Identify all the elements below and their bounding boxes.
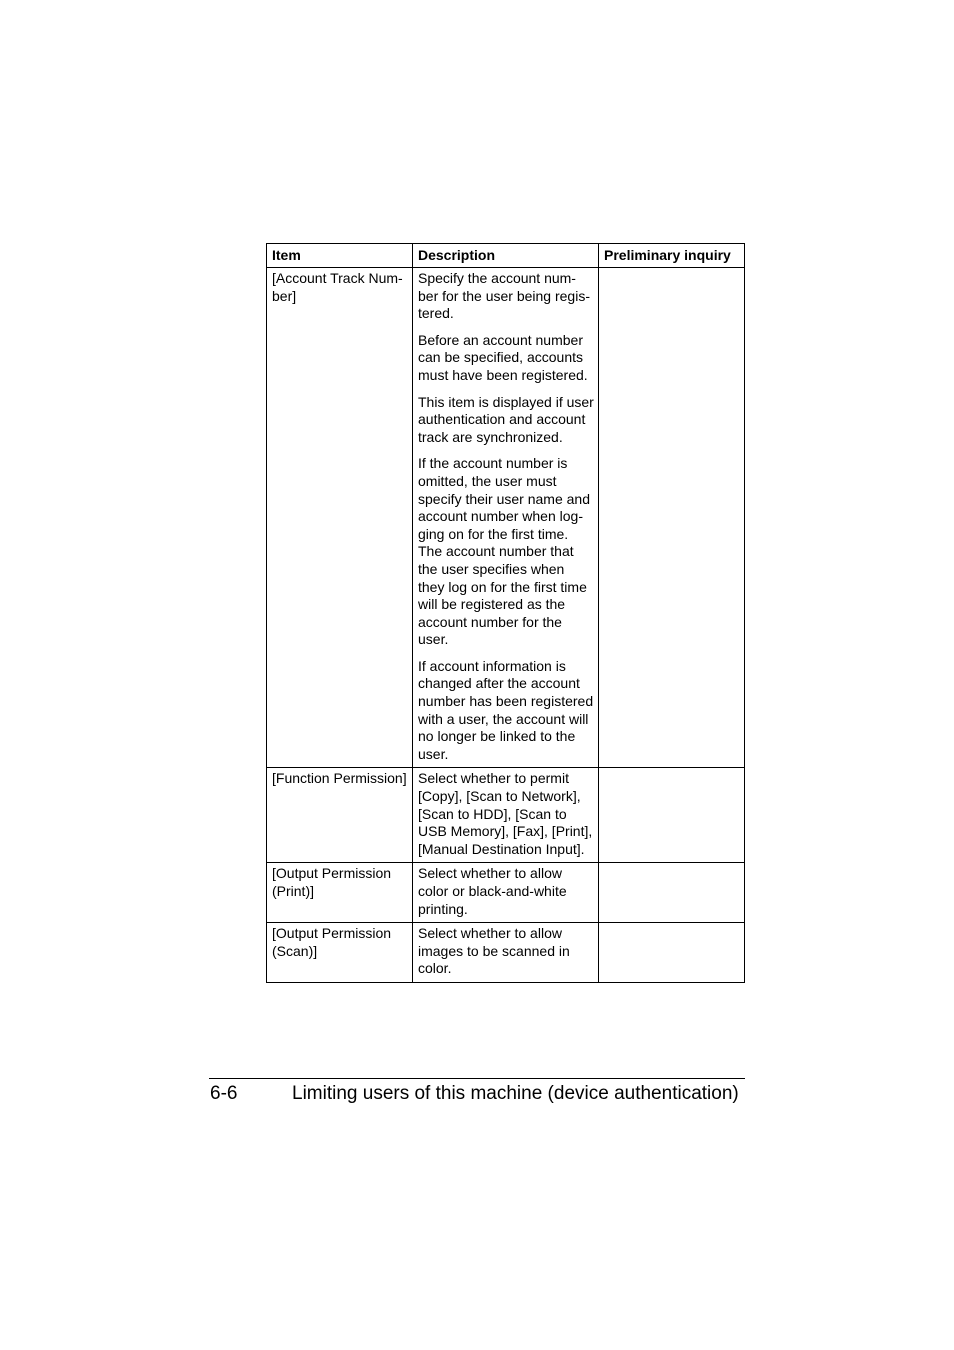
header-item: Item <box>267 244 413 268</box>
description-paragraph: Before an account number can be specified, accounts must have been registered. <box>418 331 588 383</box>
description-paragraph: If account information is changed after the account number has been registered with a user, the account will no longer be linked to the user. <box>418 657 594 762</box>
table-row <box>267 268 745 768</box>
inquiry-cell <box>599 268 745 768</box>
description-cell <box>413 768 599 863</box>
item-cell: [Function Permission] <box>267 768 413 863</box>
description-cell <box>413 863 599 923</box>
description-cell <box>413 923 599 983</box>
page-number: 6-6 <box>210 1083 238 1104</box>
item-cell: [Output Permission (Scan)] <box>267 923 413 983</box>
item-cell: [Output Permission (Print)] <box>267 863 413 923</box>
description-paragraph: Select whether to permit [Copy], [Scan to Network], [Scan to HDD], [Scan to USB Memory], [Fax], [Print], [Manual Destination Input]. <box>418 770 593 857</box>
description-paragraph: Specify the account num-ber for the user being regis-tered. <box>418 270 590 322</box>
table-row <box>267 768 745 863</box>
settings-table <box>266 243 745 983</box>
chapter-title: Limiting users of this machine (device authentication) <box>292 1083 739 1104</box>
description-paragraph: Select whether to allow images to be scanned in color. <box>418 925 570 977</box>
item-cell: [Account Track Num-ber] <box>267 268 413 768</box>
description-paragraph: Select whether to allow color or black-and-white printing. <box>418 865 567 917</box>
description-cell <box>413 268 599 768</box>
table-row <box>267 863 745 923</box>
header-preliminary-inquiry: Preliminary inquiry <box>599 244 745 268</box>
inquiry-cell <box>599 768 745 863</box>
inquiry-cell <box>599 923 745 983</box>
description-paragraph: If the account number is omitted, the user must specify their user name and account number when log-ging on for the first time. The account number that the user specifies when they log on for the first time will be registered as the account number for the user. <box>418 455 590 648</box>
header-description: Description <box>413 244 599 268</box>
table-header-row <box>267 244 745 268</box>
description-paragraph: This item is displayed if user authentication and account track are synchronized. <box>418 393 594 445</box>
table-row <box>267 923 745 983</box>
inquiry-cell <box>599 863 745 923</box>
footer-divider <box>209 1078 745 1079</box>
